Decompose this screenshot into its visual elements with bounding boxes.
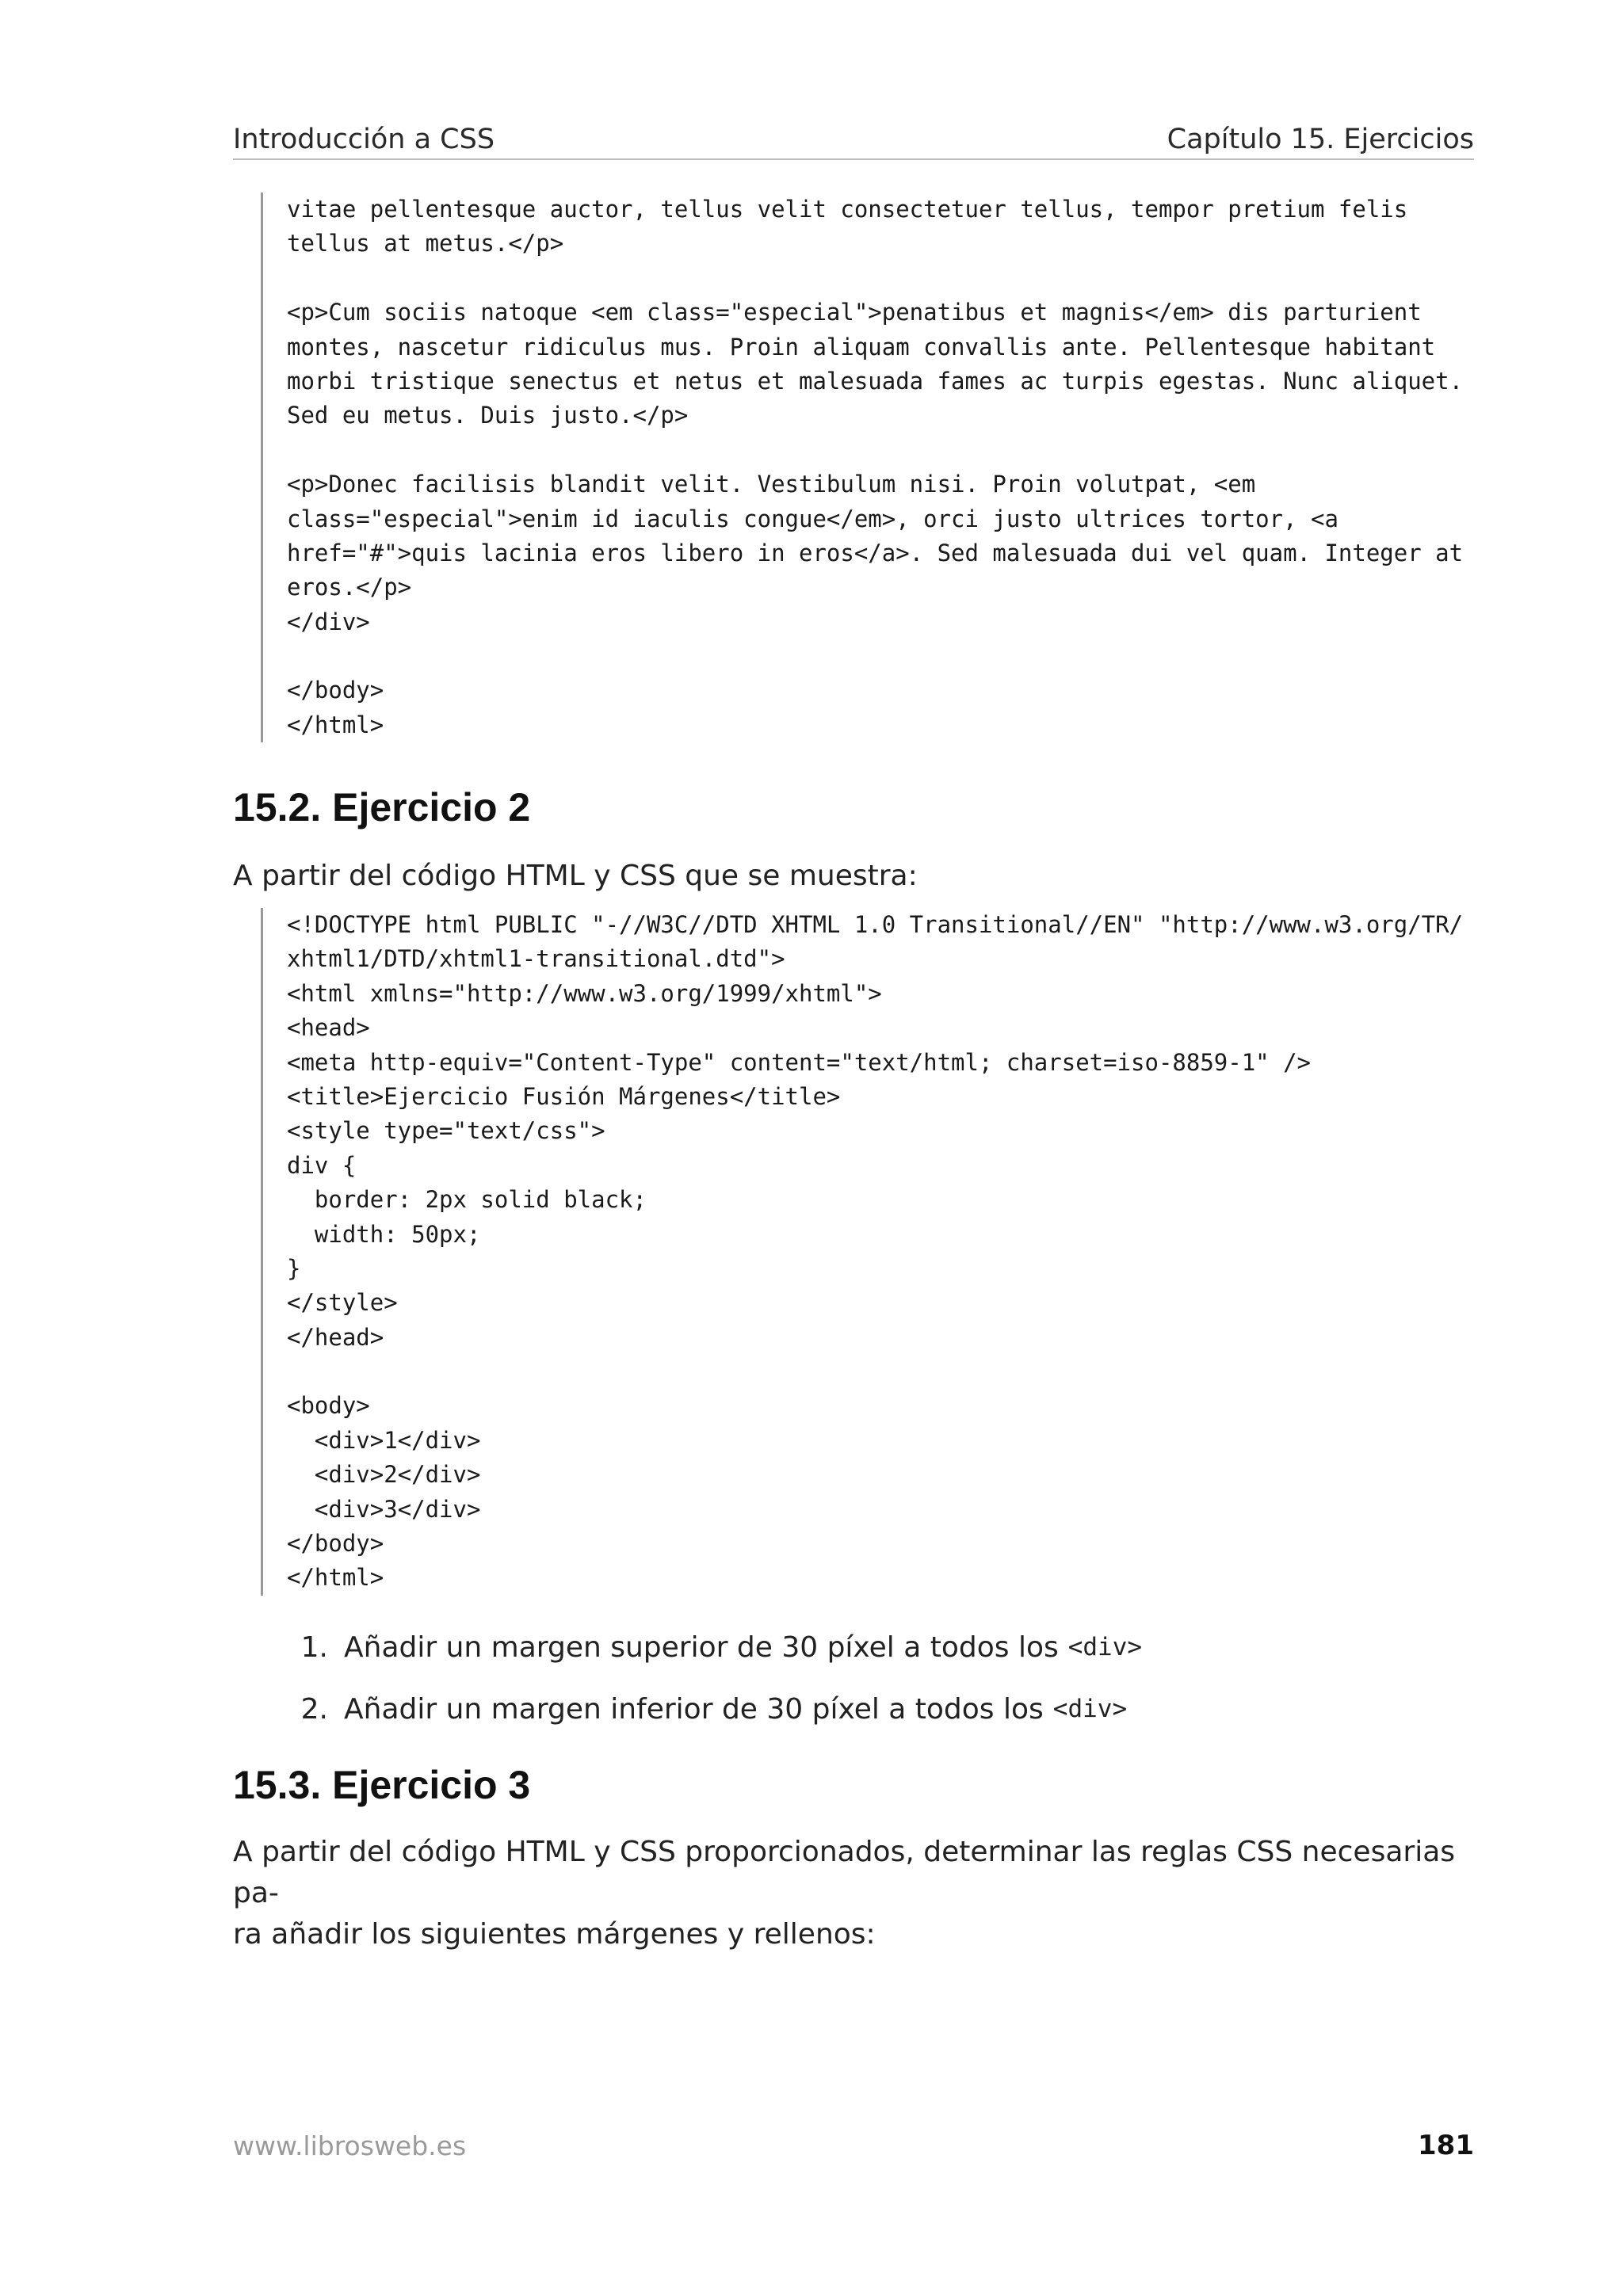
code-block-1	[261, 193, 1464, 742]
code-line: <div>3</div>	[287, 1495, 481, 1523]
code-line: </head>	[287, 1323, 384, 1351]
footer-site-url: www.librosweb.es	[233, 2130, 467, 2161]
code-line: morbi tristique senectus et netus et malesuada fames ac turpis egestas. Nunc aliquet.	[287, 367, 1464, 395]
code-line: </html>	[287, 711, 384, 738]
code-line: <title>Ejercicio Fusión Márgenes</title>	[287, 1082, 841, 1110]
code-line: <html xmlns="http://www.w3.org/1999/xhtml">	[287, 979, 882, 1007]
section-heading-ejercicio-3: 15.3. Ejercicio 3	[233, 1763, 531, 1807]
code-line: href="#">quis lacinia eros libero in eros</a>. Sed malesuada dui vel quam. Integer at	[287, 539, 1464, 566]
list-item-code: <div>	[1067, 1633, 1143, 1661]
code-line: width: 50px;	[287, 1220, 481, 1248]
section-3-intro-line: ra añadir los siguientes márgenes y rellenos:	[233, 1918, 876, 1951]
section-2-intro: A partir del código HTML y CSS que se muestra:	[233, 860, 918, 892]
code-line: }	[287, 1254, 301, 1282]
code-line: tellus at metus.</p>	[287, 230, 564, 257]
code-line: class="especial">enim id iaculis congue</em>, orci justo ultrices tortor, <a	[287, 505, 1338, 532]
code-line: <body>	[287, 1392, 370, 1420]
code-block-2	[261, 908, 1464, 1596]
code-line: </style>	[287, 1289, 398, 1317]
list-item-number: 2.	[300, 1692, 328, 1726]
code-line: <style type="text/css">	[287, 1117, 605, 1145]
code-line	[287, 433, 1449, 467]
code-line: vitae pellentesque auctor, tellus velit consectetuer tellus, tempor pretium felis	[287, 196, 1408, 223]
code-line	[287, 1355, 1449, 1389]
code-line: <!DOCTYPE html PUBLIC "-//W3C//DTD XHTML 1.0 Transitional//EN" "http://www.w3.org/TR/	[287, 911, 1464, 938]
header-book-title: Introducción a CSS	[233, 124, 495, 155]
code-line: div {	[287, 1151, 357, 1179]
code-line: montes, nascetur ridiculus mus. Proin aliquam convallis ante. Pellentesque habitant	[287, 333, 1436, 360]
code-line: <div>1</div>	[287, 1426, 481, 1454]
list-item-text: Añadir un margen superior de 30 píxel a todos los	[344, 1630, 1059, 1664]
code-line: </body>	[287, 1530, 384, 1558]
header-chapter-title: Capítulo 15. Ejercicios	[1167, 124, 1474, 155]
code-line: xhtml1/DTD/xhtml1-transitional.dtd">	[287, 945, 785, 973]
list-item-text: Añadir un margen inferior de 30 píxel a todos los	[344, 1692, 1044, 1726]
code-line	[287, 261, 1449, 296]
code-line: </body>	[287, 677, 384, 704]
code-line: <div>2</div>	[287, 1461, 481, 1489]
code-line: <head>	[287, 1014, 370, 1042]
code-line: <p>Donec facilisis blandit velit. Vestibulum nisi. Proin volutpat, <em	[287, 471, 1256, 498]
list-item	[233, 1678, 1474, 1740]
code-line: border: 2px solid black;	[287, 1186, 647, 1214]
running-header	[233, 117, 1474, 160]
list-item-code: <div>	[1052, 1695, 1128, 1723]
list-item	[233, 1616, 1474, 1678]
code-line	[287, 639, 1449, 673]
code-line: eros.</p>	[287, 574, 412, 601]
page-footer	[233, 2130, 1474, 2161]
code-line: <meta http-equiv="Content-Type" content="text/html; charset=iso-8859-1" />	[287, 1048, 1312, 1076]
section-heading-ejercicio-2: 15.2. Ejercicio 2	[233, 785, 531, 830]
task-list	[233, 1616, 1474, 1740]
code-line: Sed eu metus. Duis justo.</p>	[287, 402, 689, 429]
section-3-intro	[233, 1832, 1474, 1955]
list-item-number: 1.	[300, 1630, 328, 1664]
code-line: </div>	[287, 608, 370, 635]
code-line: <p>Cum sociis natoque <em class="especial">penatibus et magnis</em> dis parturient	[287, 299, 1422, 326]
section-3-intro-line: A partir del código HTML y CSS proporcionados, determinar las reglas CSS necesarias pa-	[233, 1836, 1456, 1909]
code-line: </html>	[287, 1564, 384, 1592]
page-number: 181	[1418, 2130, 1474, 2161]
